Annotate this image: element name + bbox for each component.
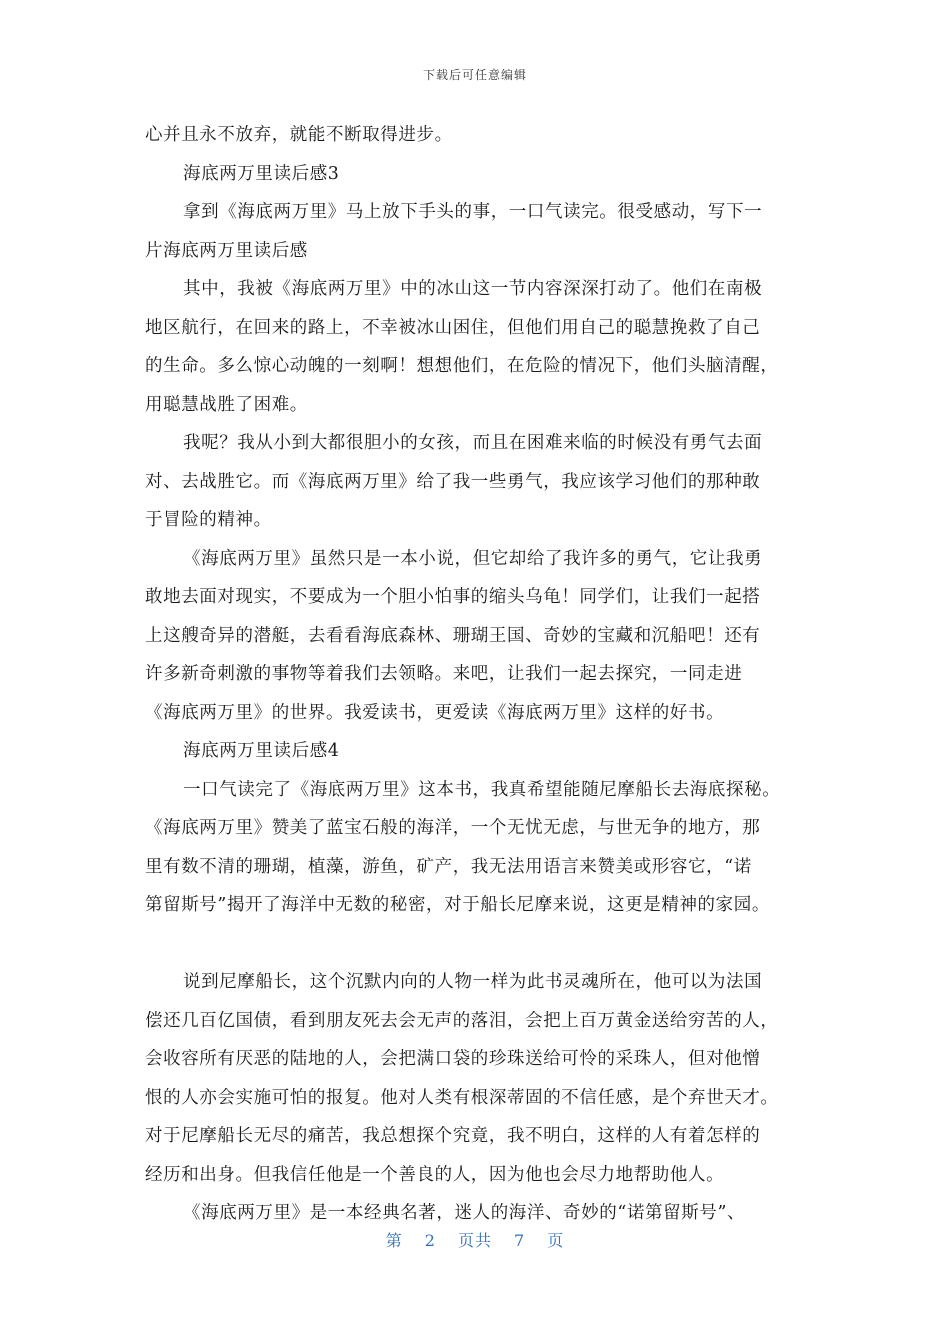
text-line: 心并且永不放弃，就能不断取得进步。 <box>145 125 453 145</box>
text-line: 对于尼摩船长无尽的痛苦，我总想探个究竟，我不明白，这样的人有着怎样的 <box>145 1126 761 1146</box>
text-line: 《海底两万里》的世界。我爱读书，更爱读《海底两万里》这样的好书。 <box>145 702 725 723</box>
text-line: 第留斯号”揭开了海洋中无数的秘密，对于船长尼摩来说，这更是精神的家园。 <box>145 895 770 915</box>
footer-middle: 页共 <box>457 1231 492 1250</box>
text-line: 会收容所有厌恶的陆地的人，会把满口袋的珍珠送给可怜的采珠人，但对他憎 <box>145 1049 761 1069</box>
text-line: 许多新奇刺激的事物等着我们去领略。来吧，让我们一起去探究，一同走进 <box>145 664 743 684</box>
footer-suffix: 页 <box>547 1231 565 1250</box>
text-line: 偿还几百亿国债，看到朋友死去会无声的落泪，会把上百万黄金送给穷苦的人， <box>145 1010 779 1031</box>
text-line: 《海底两万里》赞美了蓝宝石般的海洋，一个无忧无虑，与世无争的地方，那 <box>145 818 761 838</box>
document-body <box>145 116 807 1233</box>
footer-prefix: 第 <box>385 1231 403 1250</box>
text-line: 海底两万里读后感3 <box>183 163 340 184</box>
text-line: 敢地去面对现实，不要成为一个胆小怕事的缩头乌龟！同学们，让我们一起搭 <box>145 587 761 607</box>
text-line: 于冒险的精神。 <box>145 510 272 530</box>
text-line: 的生命。多么惊心动魄的一刻啊！想想他们，在危险的情况下，他们头脑清醒， <box>145 356 779 376</box>
text-line: 《海底两万里》虽然只是一本小说，但它却给了我许多的勇气，它让我勇 <box>183 548 763 569</box>
text-line: 对、去战胜它。而《海底两万里》给了我一些勇气，我应该学习他们的那种敢 <box>145 471 761 492</box>
text-line: 地区航行，在回来的路上，不幸被冰山困住，但他们用自己的聪慧挽救了自己 <box>145 317 761 338</box>
text-line: 《海底两万里》是一本经典名著，迷人的海洋、奇妙的“诺第留斯号”、 <box>183 1203 746 1223</box>
text-line: 片海底两万里读后感 <box>145 240 308 261</box>
text-line: 说到尼摩船长，这个沉默内向的人物一样为此书灵魂所在，他可以为法国 <box>183 972 763 992</box>
text-line: 恨的人亦会实施可怕的报复。他对人类有根深蒂固的不信任感，是个弃世天才。 <box>145 1087 779 1108</box>
text-line: 我呢？我从小到大都很胆小的女孩，而且在困难来临的时候没有勇气去面 <box>183 433 763 453</box>
text-line: 一口气读完了《海底两万里》这本书，我真希望能随尼摩船长去海底探秘。 <box>183 779 781 800</box>
footer-current-page: 2 <box>424 1231 436 1250</box>
text-line: 海底两万里读后感4 <box>183 741 340 761</box>
page-header: 下载后可任意编辑 <box>422 68 527 82</box>
text-line: 上这艘奇异的潜艇，去看看海底森林、珊瑚王国、奇妙的宝藏和沉船吧！还有 <box>145 625 761 646</box>
text-line: 其中，我被《海底两万里》中的冰山这一节内容深深打动了。他们在南极 <box>183 279 763 299</box>
text-line: 经历和出身。但我信任他是一个善良的人，因为他也会尽力地帮助他人。 <box>145 1164 725 1185</box>
blank-line <box>145 925 807 964</box>
text-line: 里有数不清的珊瑚，植藻，游鱼，矿产，我无法用语言来赞美或形容它，“诺 <box>145 856 752 877</box>
text-line: 拿到《海底两万里》马上放下手头的事，一口气读完。很受感动，写下一 <box>183 202 763 222</box>
page-footer <box>0 1228 950 1251</box>
text-line: 用聪慧战胜了困难。 <box>145 394 308 415</box>
footer-total-pages: 7 <box>514 1231 526 1250</box>
